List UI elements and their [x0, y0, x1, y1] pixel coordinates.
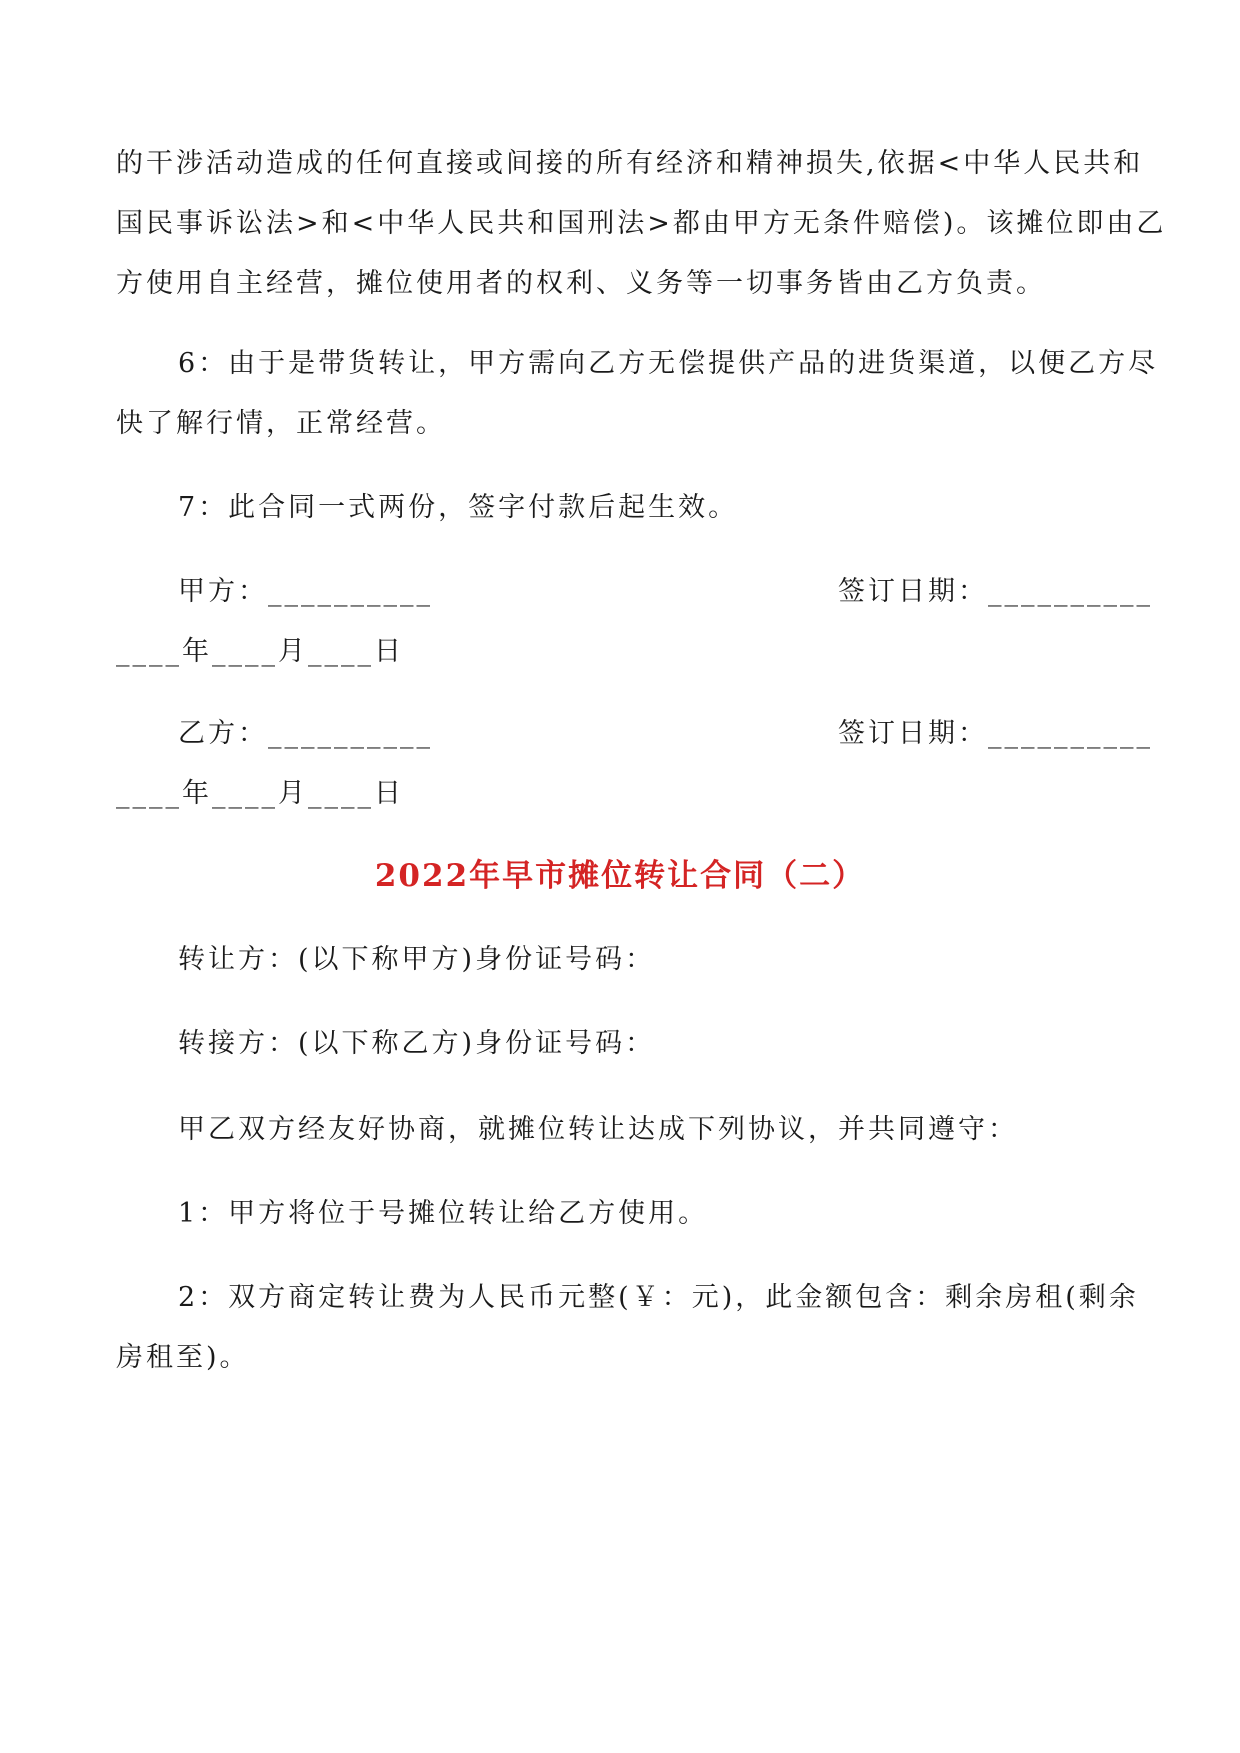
clause-7: 7：此合同一式两份，签字付款后起生效。 — [178, 492, 739, 523]
clause-1: 1：甲方将位于号摊位转让给乙方使用。 — [178, 1198, 709, 1229]
party-b-sign-date: 签订日期：__________ — [838, 718, 1153, 749]
party-a-sign-date: 签订日期：__________ — [838, 576, 1153, 607]
transferor-line: 转让方：(以下称甲方)身份证号码： — [178, 944, 656, 975]
intro-line: 甲乙双方经友好协商，就摊位转让达成下列协议，并共同遵守： — [178, 1114, 1018, 1145]
paragraph-line: 国民事诉讼法>和<中华人民共和国刑法>都由甲方无条件赔偿)。该摊位即由乙 — [116, 208, 1167, 239]
clause-6-line-1: 6：由于是带货转让，甲方需向乙方无偿提供产品的进货渠道，以便乙方尽 — [178, 348, 1159, 379]
clause-2-line-1: 2：双方商定转让费为人民币元整(￥：元)，此金额包含：剩余房租(剩余 — [178, 1282, 1139, 1313]
party-a-signature: 甲方：__________ — [178, 576, 433, 607]
contract-title: 2022年早市摊位转让合同（二） — [374, 858, 866, 894]
clause-2-line-2: 房租至)。 — [116, 1342, 250, 1373]
party-b-date-line: ____年____月____日 — [116, 778, 404, 809]
transferee-line: 转接方：(以下称乙方)身份证号码： — [178, 1028, 656, 1059]
party-a-date-line: ____年____月____日 — [116, 636, 404, 667]
party-b-signature: 乙方：__________ — [178, 718, 433, 749]
clause-6-line-2: 快了解行情，正常经营。 — [116, 408, 446, 439]
paragraph-line: 方使用自主经营，摊位使用者的权利、义务等一切事务皆由乙方负责。 — [116, 268, 1046, 299]
paragraph-line: 的干涉活动造成的任何直接或间接的所有经济和精神损失,依据<中华人民共和 — [116, 148, 1144, 179]
